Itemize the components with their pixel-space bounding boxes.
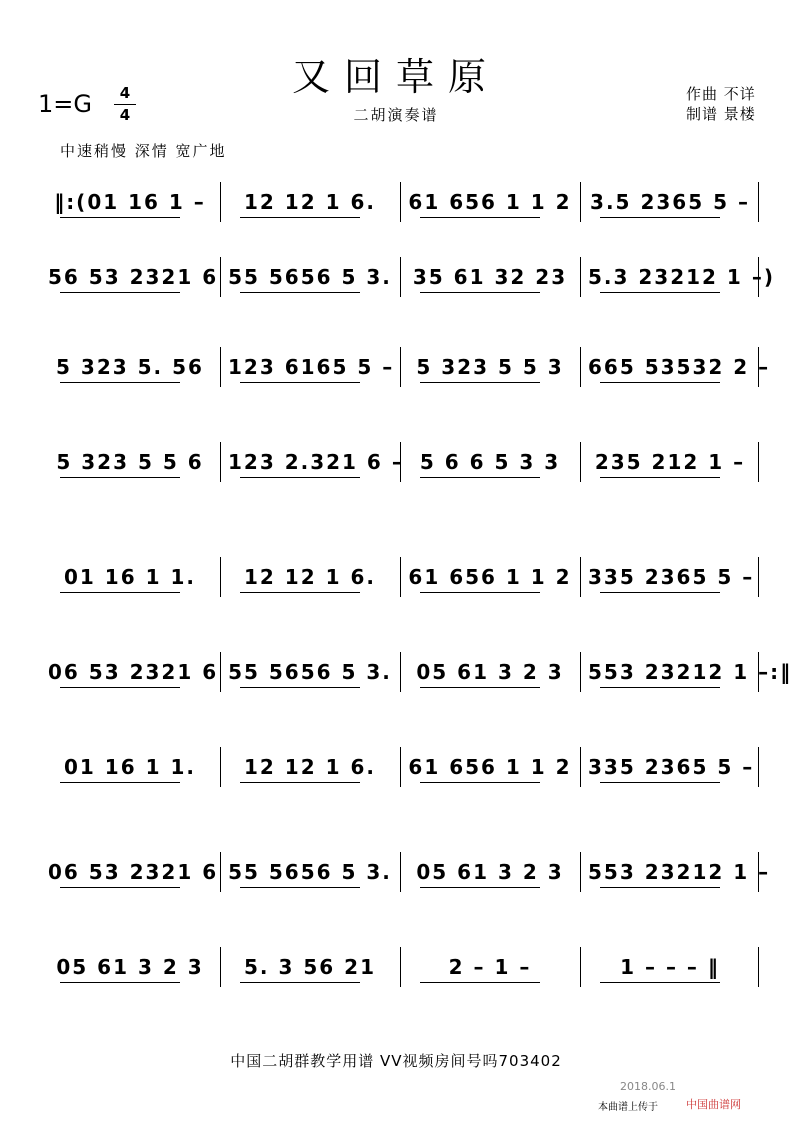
measure-notes: 55 5656 5 3. [228,265,392,289]
bar-line [400,442,401,482]
beam-line [600,217,720,218]
bar-line [758,182,759,222]
measure-notes: 123 6165 5 – [228,355,395,379]
upload-note: 本曲谱上传于 [598,1102,658,1113]
beam-line [240,887,360,888]
arranger-credit: 制谱 景楼 [686,105,756,123]
measure-notes: 05 61 3 2 3 [56,955,204,979]
bar-line [580,652,581,692]
meter-top: 4 [119,84,131,102]
bar-line [758,442,759,482]
footer-text: 中国二胡群教学用谱 VV视频房间号吗703402 [230,1052,562,1070]
beam-line [420,292,540,293]
beam-line [60,687,180,688]
date-stamp: 2018.06.1 [620,1080,676,1093]
measure-notes: 01 16 1 1. [64,755,196,779]
bar-line [580,347,581,387]
bar-line [220,347,221,387]
bar-line [580,557,581,597]
score-line [40,565,760,591]
measure-notes: 5 323 5 5 3 [416,355,564,379]
beam-line [240,217,360,218]
measure-notes: 61 656 1 1 2 [408,190,572,214]
beam-line [420,217,540,218]
score-line [40,265,775,291]
beam-line [60,782,180,783]
beam-line [240,292,360,293]
score-line [40,355,771,381]
measure-notes: 5 323 5 5 6 [56,450,204,474]
beam-line [420,687,540,688]
bar-line [220,947,221,987]
measure-notes: 123 2.321 6 – [228,450,404,474]
bar-line [400,852,401,892]
bar-line [220,257,221,297]
measure-notes: 05 61 3 2 3 [416,860,564,884]
bar-line [758,947,759,987]
composer-credit: 作曲 不详 [686,85,756,103]
measure-notes: 335 2365 5 – [588,565,755,589]
bar-line [400,652,401,692]
measure-notes: 55 5656 5 3. [228,660,392,684]
beam-line [420,592,540,593]
measure-notes: 2 – 1 – [448,955,532,979]
beam-line [420,782,540,783]
page-title: 又回草原 [291,55,500,99]
measure-notes: 5. 3 56 21 [244,955,376,979]
score-line [40,755,760,781]
measure-notes: 1 – – – ‖ [620,955,720,979]
score-line [40,660,792,686]
meter-bottom: 4 [119,106,131,124]
bar-line [758,347,759,387]
beam-line [60,217,180,218]
beam-line [600,477,720,478]
measure-notes: 12 12 1 6. [244,755,376,779]
measure-notes: 55 5656 5 3. [228,860,392,884]
bar-line [758,257,759,297]
meter-divider [114,104,136,105]
measure-notes: 05 61 3 2 3 [416,660,564,684]
measure-notes: 5 323 5. 56 [56,355,204,379]
beam-line [240,592,360,593]
beam-line [240,687,360,688]
beam-line [600,382,720,383]
beam-line [600,592,720,593]
beam-line [240,782,360,783]
measure-notes: 61 656 1 1 2 [408,565,572,589]
bar-line [220,442,221,482]
beam-line [60,382,180,383]
beam-line [420,477,540,478]
score-line [40,190,760,216]
measure-notes: 12 12 1 6. [244,565,376,589]
bar-line [400,747,401,787]
beam-line [600,687,720,688]
bar-line [758,852,759,892]
beam-line [60,292,180,293]
beam-line [600,782,720,783]
tempo-marking: 中速稍慢 深情 宽广地 [60,142,227,160]
beam-line [60,982,180,983]
measure-notes: 235 212 1 – [594,450,746,474]
score [40,160,792,1040]
measure-notes: 12 12 1 6. [244,190,376,214]
beam-line [420,982,540,983]
time-signature [114,84,136,125]
bar-line [400,347,401,387]
bar-line [580,257,581,297]
measure-notes: 35 61 32 23 [412,265,568,289]
measure-notes: 01 16 1 1. [64,565,196,589]
beam-line [240,477,360,478]
beam-line [600,887,720,888]
measure-notes: 553 23212 1 –:‖ [588,660,792,684]
bar-line [400,257,401,297]
beam-line [60,887,180,888]
measure-notes: 5 6 6 5 3 3 [419,450,561,474]
measure-notes: ‖:(01 16 1 – [54,190,206,214]
score-line [40,955,760,981]
subtitle: 二胡演奏谱 [353,106,439,124]
bar-line [758,652,759,692]
credits [686,84,756,124]
measure-notes: 665 53532 2 – [588,355,771,379]
beam-line [240,382,360,383]
bar-line [400,557,401,597]
bar-line [220,747,221,787]
bar-line [220,652,221,692]
beam-line [420,887,540,888]
measure-notes: 335 2365 5 – [588,755,755,779]
bar-line [400,182,401,222]
beam-line [60,592,180,593]
bar-line [400,947,401,987]
score-line [40,860,771,886]
bar-line [580,442,581,482]
measure-notes: 06 53 2321 6 [48,660,219,684]
measure-notes: 5.3 23212 1 –) [588,265,775,289]
beam-line [240,982,360,983]
bar-line [220,557,221,597]
score-line [40,450,760,476]
measure-notes: 56 53 2321 6 [48,265,219,289]
bar-line [758,747,759,787]
beam-line [60,477,180,478]
bar-line [580,852,581,892]
bar-line [220,182,221,222]
measure-notes: 06 53 2321 6 [48,860,219,884]
bar-line [580,747,581,787]
measure-notes: 553 23212 1 – [588,860,771,884]
key-signature: 1=G [38,90,92,118]
bar-line [580,947,581,987]
bar-line [758,557,759,597]
measure-notes: 61 656 1 1 2 [408,755,572,779]
bar-line [580,182,581,222]
beam-line [600,292,720,293]
bar-line [220,852,221,892]
watermark-logo: 中国曲谱网 [686,1098,741,1111]
beam-line [600,982,720,983]
beam-line [420,382,540,383]
measure-notes: 3.5 2365 5 – [590,190,750,214]
